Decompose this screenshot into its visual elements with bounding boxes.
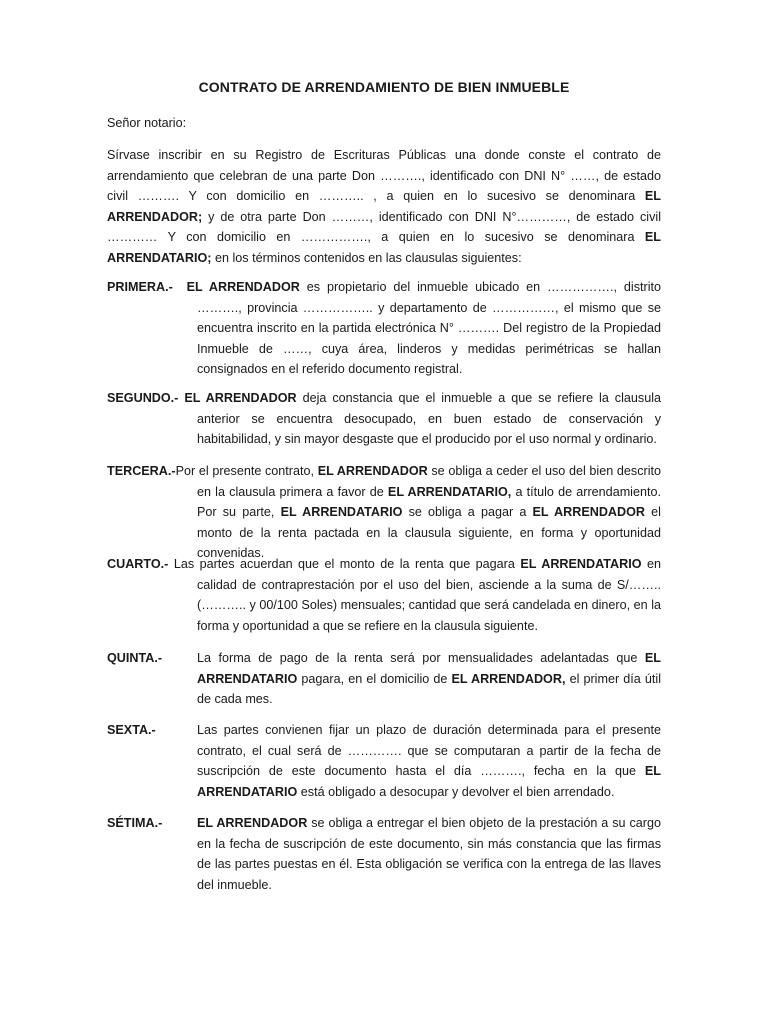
clause-text: se obliga a pagar a xyxy=(402,505,533,519)
clause-label: TERCERA.- xyxy=(107,464,176,478)
clause-text: el monto de la renta pactada en la clausula siguiente, en forma y oportunidad convenidas. xyxy=(197,505,661,560)
clause-text: La forma de pago de la renta será por mensualidades adelantadas que xyxy=(197,651,645,665)
clause-label: SEGUNDO.- xyxy=(107,391,179,405)
salutation: Señor notario: xyxy=(107,116,187,130)
clause-text: Las partes convienen fijar un plazo de duración determinada para el presente contrato, el cual será de …………. que se computaran a partir de la fecha de suscripción de este documento hasta el día ………., fecha en la que xyxy=(197,723,661,778)
clause-text: Por el presente contrato, xyxy=(175,464,318,478)
clause-sexta xyxy=(107,720,661,802)
clause-party: EL ARRENDATARIO, xyxy=(387,484,512,499)
clause-label: SÉTIMA.- xyxy=(107,816,163,830)
clause-label: CUARTO.- xyxy=(107,557,169,571)
clause-body xyxy=(197,813,661,895)
clause-cuarto xyxy=(107,554,661,636)
intro-text: en los términos contenidos en las clausulas siguientes: xyxy=(211,250,522,265)
clause-body xyxy=(197,648,661,710)
clause-party: EL ARRENDATARIO xyxy=(280,505,403,519)
clause-text: pagara, en el domicilio de xyxy=(297,671,452,686)
clause-text: se obliga a entregar el bien objeto de la prestación a su cargo en la fecha de suscripción de este documento, sin más constancia que las firmas de las partes puestas en él. Esta obligación se verifica con la entrega de las llaves del inmueble. xyxy=(197,816,661,892)
intro-party-arrendatario: EL ARRENDATARIO; xyxy=(107,230,661,265)
intro-paragraph xyxy=(107,145,661,268)
clause-label: SEXTA.- xyxy=(107,723,156,737)
clause-label: QUINTA.- xyxy=(107,651,163,665)
clause-text: Las partes acuerdan que el monto de la renta que pagara xyxy=(168,557,521,571)
document-title: CONTRATO DE ARRENDAMIENTO DE BIEN INMUEBLE xyxy=(198,79,570,95)
clause-text: a título de arrendamiento. Por su parte, xyxy=(197,484,661,519)
clause-text: deja constancia que el inmueble a que se refiere la clausula anterior se encuentra desocupado, en buen estado de conservación y habitabilidad, y sin mayor desgaste que el producido por el uso normal y ordinario. xyxy=(197,391,662,446)
clause-label: PRIMERA.- xyxy=(107,280,173,294)
clause-segundo xyxy=(107,388,661,450)
intro-text: y de otra parte Don ………, identificado con DNI N°…………, de estado civil ………… Y con domicilio en ……………., a quien en lo sucesivo se denominara xyxy=(107,209,661,244)
clause-party: EL ARRENDADOR xyxy=(317,464,428,478)
clause-text: en calidad de contraprestación por el uso del bien, asciende a la suma de S/…….. (……….. y 00/100 Soles) mensuales; cantidad que será candelada en dinero, en la forma y oportunidad a que se refiere en la clausula siguiente. xyxy=(197,557,661,633)
intro-party-arrendador: EL ARRENDADOR; xyxy=(107,189,661,224)
clause-primera xyxy=(107,277,661,380)
clause-party: EL ARRENDADOR, xyxy=(451,671,566,686)
clause-text: es propietario del inmueble ubicado en ……………., distrito ………., provincia …………….. y departamento de ……………, el mismo que se encuentra inscrito en la partida electrónica N° ………. Del registro de la Propiedad Inmueble de ……, cuya área, linderos y medidas perimétricas se hallan consignados en el referido documento registral. xyxy=(197,280,661,376)
clause-party: EL ARRENDADOR xyxy=(197,816,308,830)
clause-quinta xyxy=(107,648,661,710)
clause-party: EL ARRENDADOR xyxy=(184,391,297,405)
intro-text: Sírvase inscribir en su Registro de Escrituras Públicas una donde conste el contrato de arrendamiento que celebran de una parte Don ………., identificado con DNI N° ……, de estado civil ………. Y con domicilio en ……….. , a quien en lo sucesivo se denominara xyxy=(107,148,661,203)
clause-tercera xyxy=(107,461,661,564)
clause-party: EL ARRENDATARIO xyxy=(520,557,642,571)
clause-setima xyxy=(107,813,661,895)
clause-party: EL ARRENDADOR xyxy=(532,505,646,519)
clause-body xyxy=(197,720,661,802)
clause-text: el primer día útil de cada mes. xyxy=(197,671,661,706)
clause-text: está obligado a desocupar y devolver el bien arrendado. xyxy=(297,784,615,799)
clause-party: EL ARRENDADOR xyxy=(186,280,300,294)
clause-party: EL ARRENDATARIO xyxy=(197,651,661,686)
clause-party: EL ARRENDATARIO xyxy=(197,764,661,799)
clause-text: se obliga a ceder el uso del bien descrito en la clausula primera a favor de xyxy=(197,464,661,499)
